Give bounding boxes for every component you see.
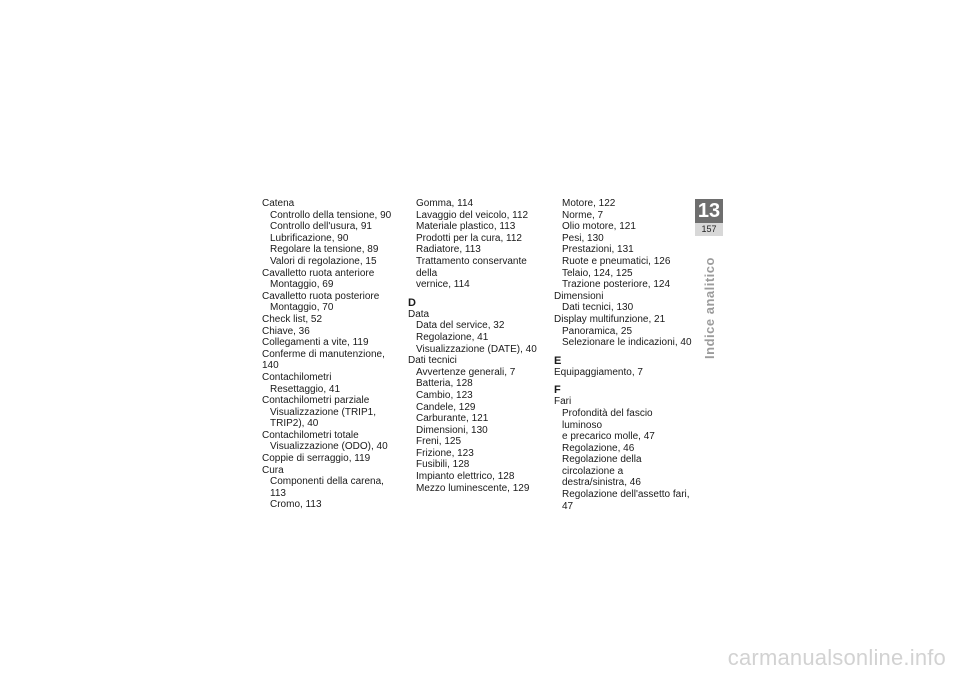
- index-entry-sub: Frizione, 123: [416, 447, 474, 459]
- index-entry-sub: Motore, 122: [562, 198, 616, 209]
- index-entry: [262, 372, 400, 395]
- index-entry-sub: Valori di regolazione, 15: [270, 255, 377, 267]
- index-group-d: [408, 309, 548, 495]
- index-entry-sub: Regolazione dell'assetto fari, 47: [562, 489, 690, 512]
- index-entry: [262, 268, 400, 291]
- index-entry-sub: Olio motore, 121: [562, 221, 636, 233]
- index-entry-main: Fari: [554, 396, 572, 408]
- index-entry-main: Data: [408, 308, 430, 320]
- index-entry-sub: Radiatore, 113: [416, 244, 481, 256]
- index-entry-sub: Visualizzazione (ODO), 40: [270, 441, 388, 453]
- index-entry-sub: Resettaggio, 41: [270, 383, 341, 395]
- index-entry-main: Conferme di manutenzione, 140: [262, 348, 385, 372]
- index-entry-main: Cura: [262, 464, 284, 476]
- index-entry-sub: Lubrificazione, 90: [270, 232, 349, 244]
- index-column-2: [408, 198, 548, 494]
- index-entry-sub: Cromo, 113: [270, 499, 322, 511]
- index-entry-sub: TRIP2), 40: [270, 418, 319, 430]
- index-entry-sub: vernice, 114: [416, 279, 470, 291]
- index-entry-main: Contachilometri parziale: [262, 395, 370, 407]
- index-entry-sub: Telaio, 124, 125: [562, 267, 633, 279]
- index-entry: [554, 314, 694, 349]
- index-column-1: [262, 198, 400, 511]
- index-entry-sub: Componenti della carena, 113: [270, 476, 384, 499]
- index-entry-main: Check list, 52: [262, 313, 323, 325]
- watermark: carmanualsonline.info: [727, 645, 946, 670]
- index-entry: [554, 291, 694, 314]
- letter-heading-d: D: [408, 296, 416, 309]
- index-entry-sub: Candele, 129: [416, 401, 476, 413]
- index-entry-sub: Montaggio, 69: [270, 279, 334, 291]
- index-entry-sub: Prestazioni, 131: [562, 244, 634, 256]
- index-entry-sub: Visualizzazione (DATE), 40: [416, 343, 537, 355]
- index-entry-sub: Regolazione, 41: [416, 331, 489, 343]
- index-group-e: [554, 367, 694, 379]
- index-entry-sub: destra/sinistra, 46: [562, 477, 641, 489]
- index-group-d-cont: [554, 291, 694, 349]
- index-entry-main: Cavalletto ruota posteriore: [262, 290, 380, 302]
- index-entry-sub: Lavaggio del veicolo, 112: [416, 209, 529, 221]
- index-continuation-cura: [408, 198, 548, 291]
- index-entry: [262, 291, 400, 314]
- index-entry-main: Contachilometri: [262, 371, 332, 383]
- index-entry: [262, 453, 400, 465]
- index-entry-sub: Ruote e pneumatici, 126: [562, 255, 671, 267]
- index-entry: [554, 396, 694, 512]
- page-number: 157: [695, 223, 723, 236]
- index-entry-sub: Regolazione, 46: [562, 442, 635, 454]
- index-entry-sub: Regolare la tensione, 89: [270, 244, 379, 256]
- index-entry-main: Display multifunzione, 21: [554, 313, 666, 325]
- index-entry-main: Equipaggiamento, 7: [554, 366, 643, 378]
- index-entry-sub: Carburante, 121: [416, 413, 489, 425]
- index-entry-sub: Norme, 7: [562, 209, 604, 221]
- index-entry: [262, 395, 400, 430]
- index-entry-sub: Trazione posteriore, 124: [562, 279, 671, 291]
- index-entry: [262, 349, 400, 372]
- index-entry-main: Catena: [262, 198, 295, 209]
- index-entry-sub: Gomma, 114: [416, 198, 474, 209]
- index-entry-sub: Visualizzazione (TRIP1,: [270, 406, 376, 418]
- index-group-f: [554, 396, 694, 512]
- index-entry: [262, 465, 400, 511]
- index-entry-sub: Cambio, 123: [416, 389, 473, 401]
- index-entry-sub: Dimensioni, 130: [416, 424, 488, 436]
- index-entry: [408, 355, 548, 494]
- index-entry-sub: Controllo della tensione, 90: [270, 209, 392, 221]
- index-entry: [408, 309, 548, 355]
- index-entry: [262, 198, 400, 268]
- index-entry-main: Cavalletto ruota anteriore: [262, 267, 375, 279]
- index-entry-sub: Selezionare le indicazioni, 40: [562, 337, 692, 349]
- index-entry-sub: Fusibili, 128: [416, 459, 470, 471]
- index-entry: [262, 314, 400, 326]
- index-entry-sub: Profondità del fascio luminoso: [562, 407, 653, 431]
- index-entry-sub: e precarico molle, 47: [562, 431, 655, 443]
- section-title-vertical: Indice analitico: [702, 257, 717, 359]
- index-entry-sub: Controllo dell'usura, 91: [270, 221, 372, 233]
- index-group-c: [262, 198, 400, 511]
- index-entry-sub: Data del service, 32: [416, 320, 505, 332]
- index-entry-sub: Impianto elettrico, 128: [416, 471, 515, 483]
- index-entry-sub: Avvertenze generali, 7: [416, 366, 516, 378]
- index-column-3: [554, 198, 694, 512]
- index-entry-sub: Materiale plastico, 113: [416, 221, 516, 233]
- index-entry-main: Chiave, 36: [262, 325, 310, 337]
- index-entry-sub: Montaggio, 70: [270, 302, 334, 314]
- index-entry-sub: Trattamento conservante della: [416, 255, 527, 279]
- index-entry-sub: Dati tecnici, 130: [562, 302, 634, 314]
- index-continuation-dati-tecnici: [554, 198, 694, 291]
- index-entry-sub: Freni, 125: [416, 436, 462, 448]
- index-entry: [262, 430, 400, 453]
- index-entry-sub: Panoramica, 25: [562, 325, 633, 337]
- index-entry-sub: Mezzo luminescente, 129: [416, 482, 530, 494]
- index-entry-main: Dati tecnici: [408, 355, 457, 367]
- index-entry: [262, 337, 400, 349]
- index-entry-main: Coppie di serraggio, 119: [262, 453, 371, 465]
- index-entry-sub: Regolazione della circolazione a: [562, 454, 642, 477]
- index-entry: [262, 326, 400, 338]
- index-entry-sub: Prodotti per la cura, 112: [416, 232, 522, 244]
- chapter-number: 13: [695, 199, 723, 223]
- index-entry-main: Collegamenti a vite, 119: [262, 337, 369, 349]
- index-entry-sub: Pesi, 130: [562, 232, 604, 244]
- chapter-tab: [695, 199, 723, 236]
- index-entry: [554, 367, 694, 379]
- index-entry-sub: Batteria, 128: [416, 378, 473, 390]
- letter-heading-f: F: [554, 384, 561, 397]
- index-entry-main: Contachilometri totale: [262, 429, 359, 441]
- index-entry-main: Dimensioni: [554, 290, 604, 302]
- letter-heading-e: E: [554, 354, 562, 367]
